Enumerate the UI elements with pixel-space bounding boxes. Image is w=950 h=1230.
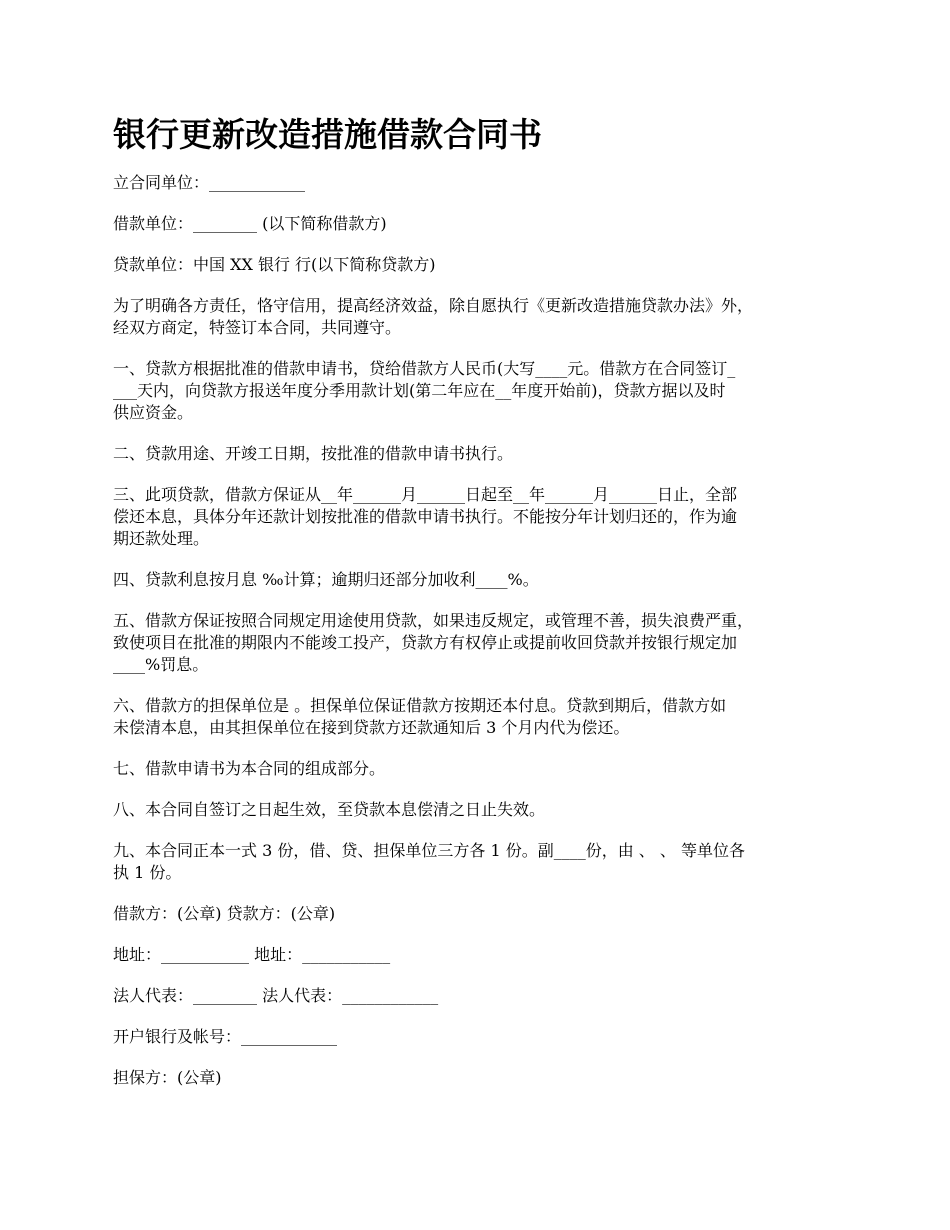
text-line: 偿还本息，具体分年还款计划按批准的借款申请书执行。不能按分年计划归还的，作为逾 bbox=[113, 507, 738, 526]
text-line: 法人代表：________ 法人代表：____________ bbox=[113, 986, 439, 1005]
text-line: 四、贷款利息按月息 ‰计算；逾期归还部分加收利____%。 bbox=[113, 570, 539, 589]
text-line: 担保方：(公章) bbox=[113, 1068, 222, 1087]
clause-8 bbox=[113, 799, 848, 821]
text-line: 三、此项贷款，借款方保证从__年______月______日起至__年______月______日止，全部 bbox=[113, 485, 738, 504]
text-line: 七、借款申请书为本合同的组成部分。 bbox=[113, 759, 386, 778]
clause-9 bbox=[113, 840, 848, 884]
text-line: 借款单位：________ (以下简称借款方) bbox=[113, 214, 387, 233]
text-line: 五、借款方保证按照合同规定用途使用贷款，如果违反规定，或管理不善，损失浪费严重， bbox=[113, 611, 754, 630]
clause-7 bbox=[113, 758, 848, 780]
paragraph-preamble bbox=[113, 295, 848, 339]
clause-1 bbox=[113, 358, 848, 424]
text-line: 九、本合同正本一式 3 份，借、贷、担保单位三方各 1 份。副____份，由 、 、 等单位各 bbox=[113, 841, 745, 860]
clause-4 bbox=[113, 569, 848, 591]
text-line: 八、本合同自签订之日起生效，至贷款本息偿清之日止失效。 bbox=[113, 800, 546, 819]
signature-legal-rep bbox=[113, 985, 848, 1007]
text-line: 未偿清本息，由其担保单位在接到贷款方还款通知后 3 个月内代为偿还。 bbox=[113, 718, 630, 737]
signature-bank-account bbox=[113, 1026, 848, 1048]
text-line: 贷款单位：中国 XX 银行 行(以下简称贷款方) bbox=[113, 255, 436, 274]
text-line: 执 1 份。 bbox=[113, 863, 182, 882]
text-line: 二、贷款用途、开竣工日期，按批准的借款申请书执行。 bbox=[113, 444, 514, 463]
clause-3 bbox=[113, 484, 848, 550]
paragraph-contracting-party bbox=[113, 172, 848, 194]
signature-address bbox=[113, 944, 848, 966]
signature-parties bbox=[113, 903, 848, 925]
document-page bbox=[113, 110, 848, 1108]
text-line: 供应资金。 bbox=[113, 403, 194, 422]
clause-5 bbox=[113, 610, 848, 676]
text-line: ____%罚息。 bbox=[113, 655, 209, 674]
text-line: 立合同单位：____________ bbox=[113, 173, 306, 192]
signature-guarantor bbox=[113, 1067, 848, 1089]
text-line: 经双方商定，特签订本合同，共同遵守。 bbox=[113, 318, 402, 337]
paragraph-borrower bbox=[113, 213, 848, 235]
text-line: 一、贷款方根据批准的借款申请书，贷给借款方人民币(大写____元。借款方在合同签订_ bbox=[113, 359, 736, 378]
text-line: 借款方：(公章) 贷款方：(公章) bbox=[113, 904, 336, 923]
text-line: 六、借款方的担保单位是 。担保单位保证借款方按期还本付息。贷款到期后，借款方如 bbox=[113, 696, 727, 715]
clause-6 bbox=[113, 695, 848, 739]
text-line: 为了明确各方责任，恪守信用，提高经济效益，除自愿执行《更新改造措施贷款办法》外， bbox=[113, 296, 754, 315]
document-title: 银行更新改造措施借款合同书 bbox=[113, 115, 542, 154]
text-line: 期还款处理。 bbox=[113, 529, 210, 548]
clause-2 bbox=[113, 443, 848, 465]
text-line: 开户银行及帐号：____________ bbox=[113, 1027, 338, 1046]
text-line: ___天内，向贷款方报送年度分季用款计划(第二年应在__年度开始前)，贷款方据以及时 bbox=[113, 381, 726, 400]
text-line: 地址：___________ 地址：___________ bbox=[113, 945, 391, 964]
paragraph-lender bbox=[113, 254, 848, 276]
text-line: 致使项目在批准的期限内不能竣工投产，贷款方有权停止或提前收回贷款并按银行规定加 bbox=[113, 633, 738, 652]
